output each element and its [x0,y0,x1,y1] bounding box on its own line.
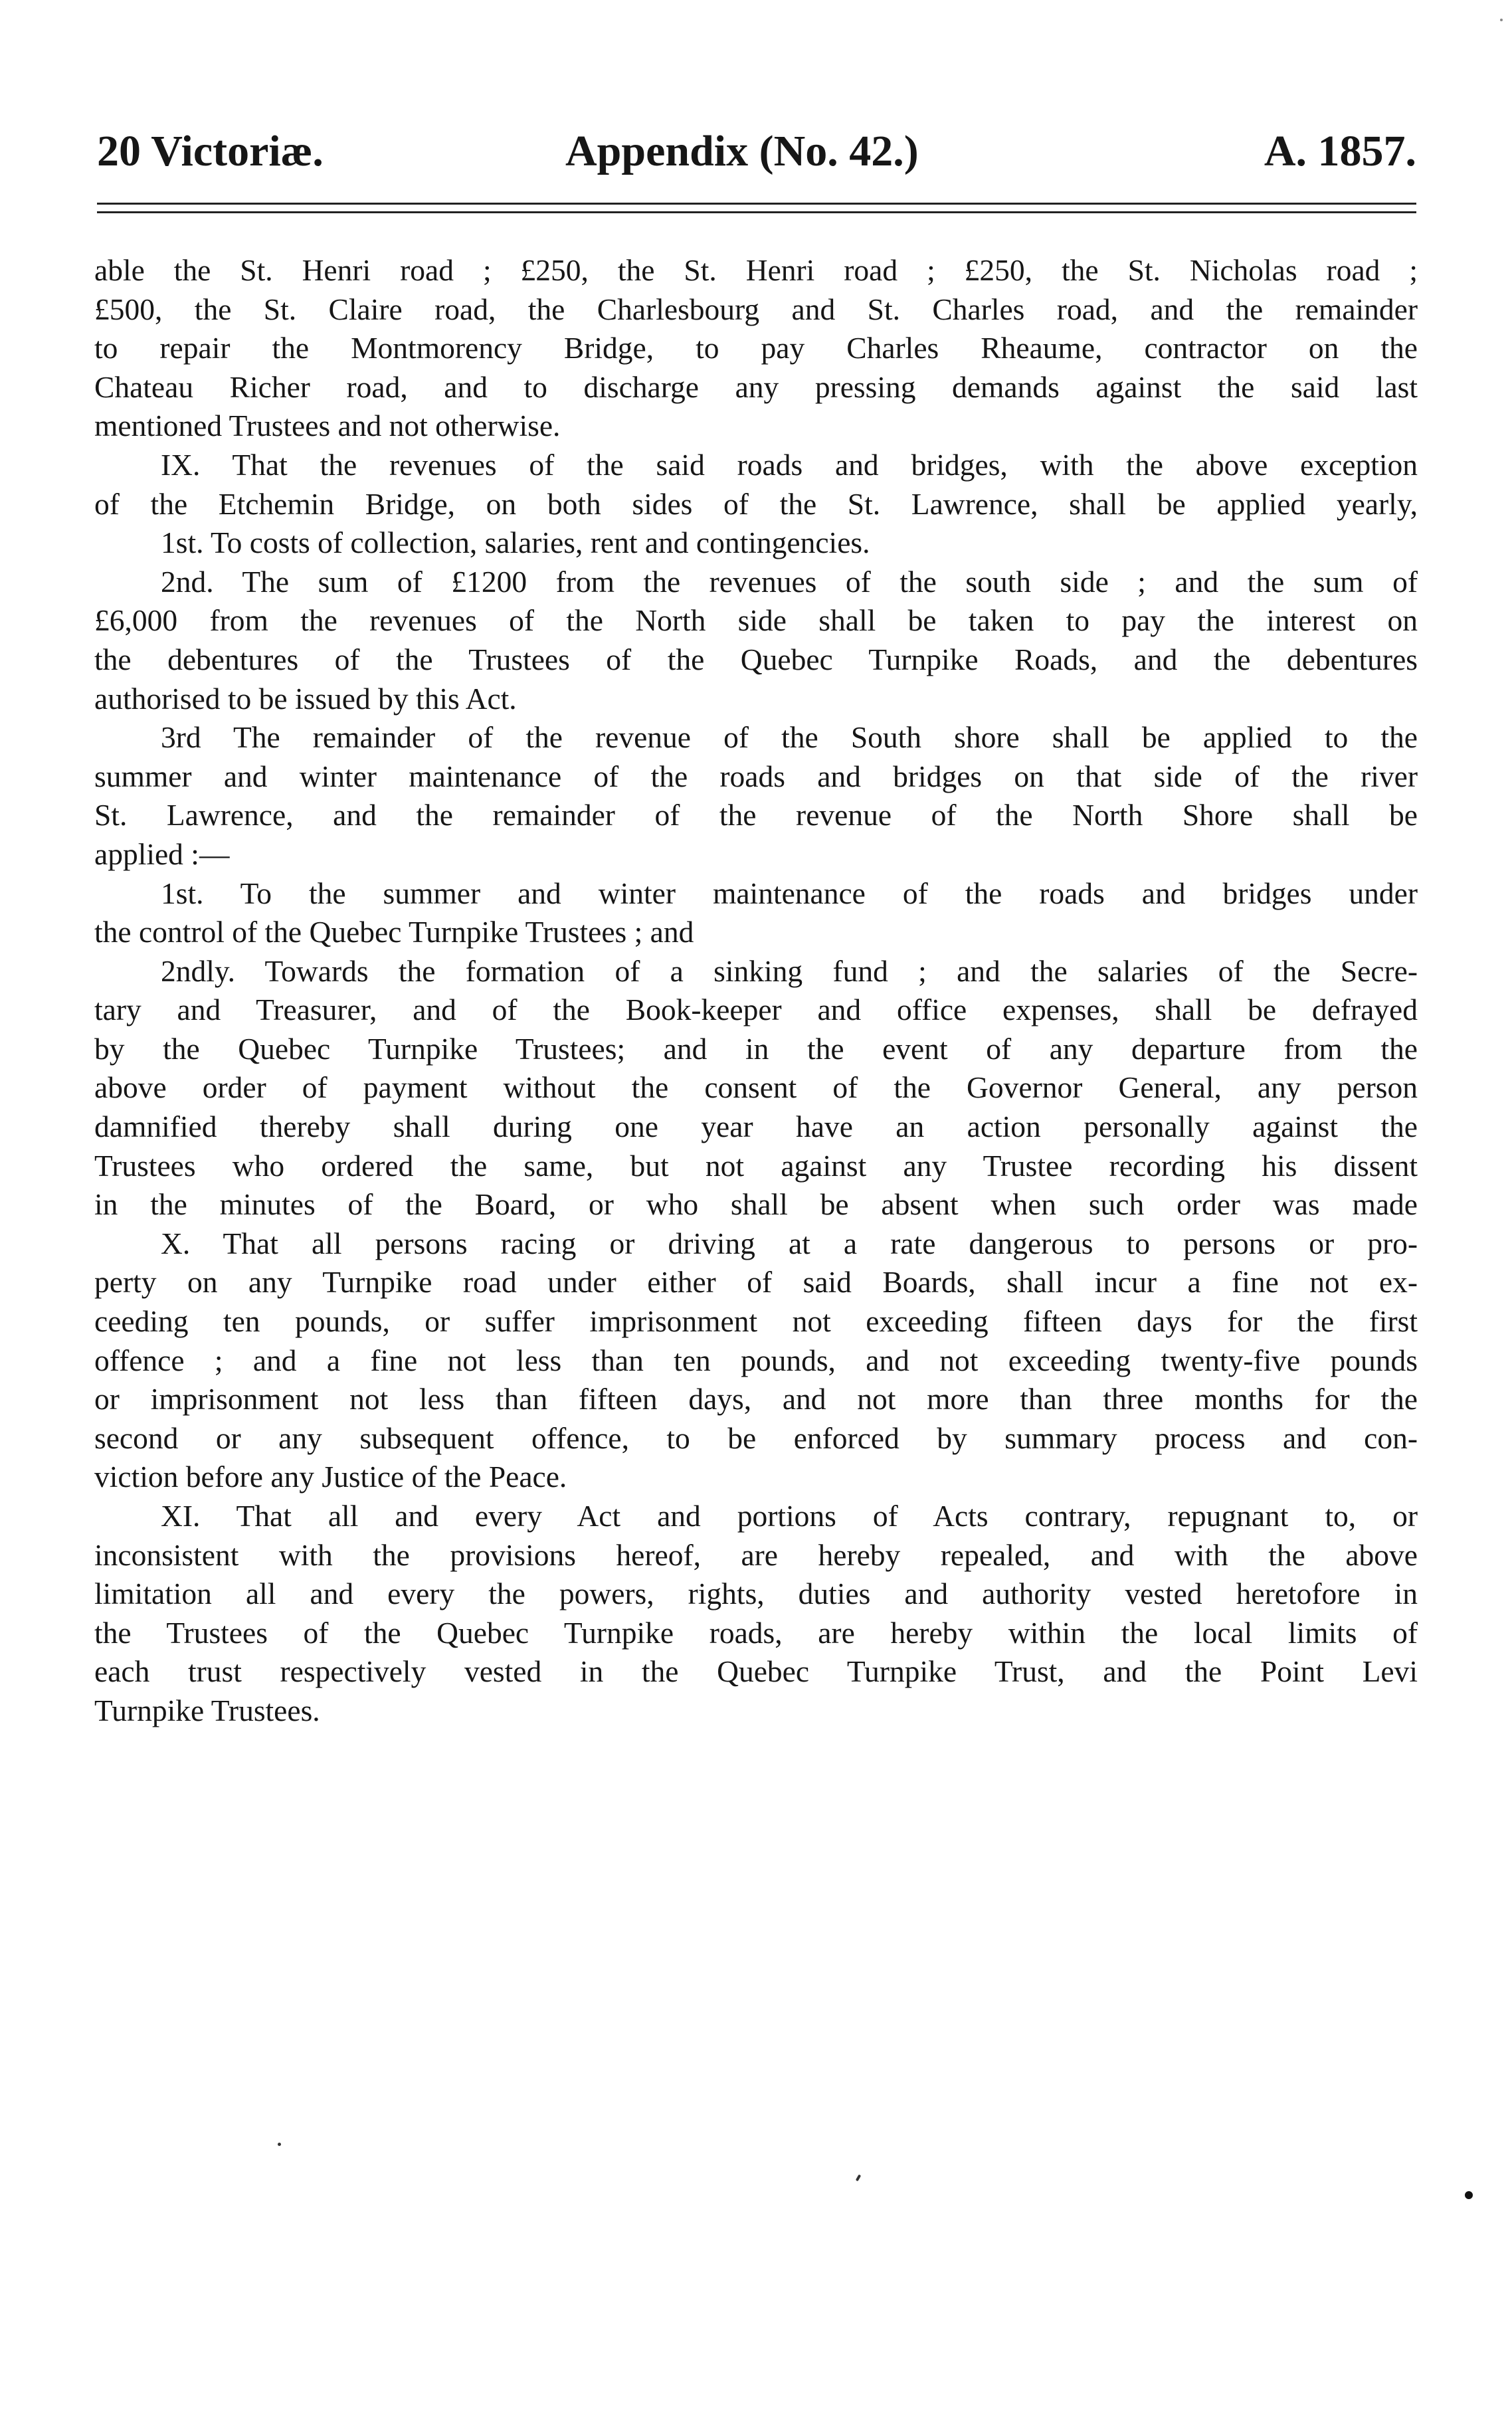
text-line: authorised to be issued by this Act. [94,681,517,716]
scan-speck [278,2143,281,2146]
text-line: the Trustees of the Quebec Turnpike roads, are hereby within the local limits of [94,1615,1418,1650]
text-line: Trustees who ordered the same, but not against any Trustee recording his dissent [94,1148,1418,1183]
header-rule-bottom [97,211,1416,213]
text-line: viction before any Justice of the Peace. [94,1460,567,1494]
text-line: Chateau Richer road, and to discharge any pressing demands against the said last [94,369,1418,404]
header-rule-top [97,203,1416,205]
text-line: ceeding ten pounds, or suffer imprisonment not exceeding fifteen days for the first [94,1304,1418,1339]
text-line: summer and winter maintenance of the roads and bridges on that side of the river [94,759,1418,793]
text-line: applied :— [94,836,230,871]
text-line: 2nd. The sum of £1200 from the revenues of the south side ; and the sum of [161,564,1418,599]
text-line: second or any subsequent offence, to be enforced by summary process and con- [94,1420,1418,1455]
text-line: 2ndly. Towards the formation of a sinking fund ; and the salaries of the Secre- [161,953,1418,988]
text-line: 1st. To the summer and winter maintenance of the roads and bridges under [161,876,1418,910]
text-line: mentioned Trustees and not otherwise. [94,409,561,443]
header-year: A. 1857. [1264,127,1416,175]
text-line: to repair the Montmorency Bridge, to pay Charles Rheaume, contractor on the [94,331,1418,365]
text-line: able the St. Henri road ; £250, the St. Henri road ; £250, the St. Nicholas road ; [94,253,1418,287]
body-text [94,251,1418,1731]
text-line: £6,000 from the revenues of the North side shall be taken to pay the interest on [94,603,1418,638]
text-line: tary and Treasurer, and of the Book-keeper and office expenses, shall be defrayed [94,993,1418,1027]
text-line: Turnpike Trustees. [94,1693,320,1727]
text-line: 3rd The remainder of the revenue of the South shore shall be applied to the [161,720,1418,755]
text-line: or imprisonment not less than fifteen days, and not more than three months for the [94,1382,1418,1416]
text-line: of the Etchemin Bridge, on both sides of the St. Lawrence, shall be applied yearly, [94,486,1418,521]
text-line: limitation all and every the powers, rights, duties and authority vested heretofore in [94,1577,1418,1611]
text-line: perty on any Turnpike road under either of said Boards, shall incur a fine not ex- [94,1265,1418,1300]
header-session: 20 Victoriæ. [97,127,324,175]
text-line: the debentures of the Trustees of the Quebec Turnpike Roads, and the debentures [94,642,1418,676]
text-line: by the Quebec Turnpike Trustees; and in the event of any departure from the [94,1031,1418,1066]
text-line: offence ; and a fine not less than ten pounds, and not exceeding twenty-five pounds [94,1343,1418,1377]
scan-speck [1465,2191,1473,2199]
text-line: in the minutes of the Board, or who shall be absent when such order was made [94,1187,1418,1222]
text-line: the control of the Quebec Turnpike Trustees ; and [94,915,694,949]
text-line: X. That all persons racing or driving at a rate dangerous to persons or pro- [161,1226,1418,1260]
text-line: inconsistent with the provisions hereof, are hereby repealed, and with the above [94,1537,1418,1572]
page-header [97,112,1416,191]
scan-speck [1500,19,1503,21]
text-line: each trust respectively vested in the Quebec Turnpike Trust, and the Point Levi [94,1654,1418,1689]
text-line: £500, the St. Claire road, the Charlesbourg and St. Charles road, and the remainder [94,292,1418,326]
text-line: St. Lawrence, and the remainder of the revenue of the North Shore shall be [94,798,1418,832]
text-line: XI. That all and every Act and portions of Acts contrary, repugnant to, or [161,1499,1418,1533]
text-line: IX. That the revenues of the said roads and bridges, with the above exception [161,447,1418,482]
text-line: 1st. To costs of collection, salaries, rent and contingencies. [161,526,870,560]
text-line: above order of payment without the consent of the Governor General, any person [94,1070,1418,1105]
text-line: damnified thereby shall during one year have an action personally against the [94,1110,1418,1144]
scan-speck [856,2175,861,2182]
header-appendix: Appendix (No. 42.) [565,127,919,175]
